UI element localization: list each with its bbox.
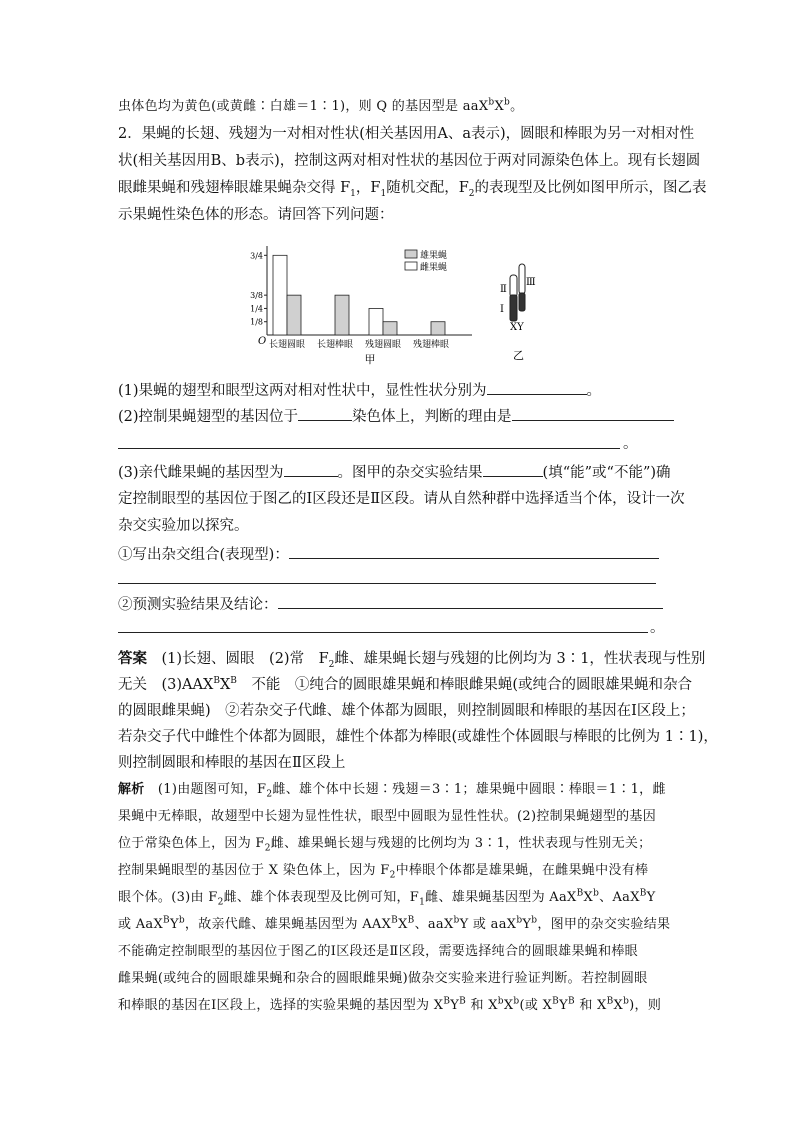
x-category-label: 长翅棒眼 xyxy=(316,340,354,350)
answer-blank-2b[interactable] xyxy=(512,406,674,421)
analysis-line-3: 位于常染色体上，因为 $F_2$雌、雄果蝇长翅与残翅的比例均为 3∶1，性状表现与性别无关； xyxy=(118,836,652,854)
answer-line-4: 若杂交子代中雌性个体都为圆眼，雄性个体都为棒眼(或雄性个体圆眼与棒眼的比例为 1∶1)， xyxy=(118,729,718,745)
answer-blank-1[interactable] xyxy=(487,380,587,395)
analysis-line-7: 不能确定控制眼型的基因位于图乙的Ⅰ区段还是Ⅱ区段，需要选择纯合的圆眼雄果蝇和棒眼 xyxy=(118,944,638,959)
answer-line-3: 的圆眼雌果蝇) ②若杂交子代雌、雄个体都为圆眼，则控制圆眼和棒眼的基因在Ⅰ区段上； xyxy=(118,703,695,719)
origin-label: O xyxy=(258,336,267,347)
question-2-line-1: 2．果蝇的长翅、残翅为一对相对性状(相关基因用A、a表示)，圆眼和棒眼为另一对相对性 xyxy=(118,126,695,142)
sub-question-2-end: 。 xyxy=(623,436,638,452)
answer-label: 答案 xyxy=(118,650,147,667)
bar-male xyxy=(335,295,349,335)
x-category-label: 残翅棒眼 xyxy=(412,340,450,350)
analysis-line-9: 和棒眼的基因在Ⅰ区段上，选择的实验果蝇的基因型为 $X^BY^B$ 和 $X^bX^b$(或 $X^BY^B$ 和 $X^BX^b$)，则 xyxy=(118,996,662,1013)
sex-chromosome-figure xyxy=(495,255,555,365)
y-chromosome-lower xyxy=(519,293,525,311)
x-chromosome-upper xyxy=(510,275,517,297)
bar-male xyxy=(431,322,445,335)
legend-label: 雄果蝇 xyxy=(420,251,448,261)
sub-question-1: (1)果蝇的翅型和眼型这两对相对性状中，显性性状分别为 。 xyxy=(118,380,601,401)
sub-question-3-part-2: ②预测实验结果及结论： xyxy=(118,594,663,615)
answer-line-3c[interactable] xyxy=(118,583,656,584)
question-2-line-2: 状(相关基因用B、b表示)，控制这两对相对性状的基因位于两对同源染色体上。现有长翅圆 xyxy=(118,153,701,169)
analysis-line-4: 控制果蝇眼型的基因位于 X 染色体上，因为 $F_2$中棒眼个体都是雄果蝇，在雌果蝇中没有棒 xyxy=(118,863,649,881)
answer-blank-3d[interactable] xyxy=(278,594,663,609)
x-category-label: 残翅圆眼 xyxy=(364,340,402,350)
bar-chart xyxy=(245,238,480,368)
legend-swatch xyxy=(405,262,417,270)
figure-caption-jia: 甲 xyxy=(364,353,376,366)
y-tick-label: 1/4 xyxy=(250,304,263,314)
bar-female xyxy=(369,308,383,335)
analysis-line-5: 眼个体。(3)由 $F_2$雌、雄个体表现型及比例可知，$F_1$雌、雄果蝇基因型为 $AaX^BX^b$、AaX$^B$Y xyxy=(118,888,656,908)
analysis-line-6: 或 $AaX^BY^b$，故亲代雌、雄果蝇基因型为 $AAX^BX^B$、aaX$^b$Y 或 $aaX^bY^b$，图甲的杂交实验结果 xyxy=(118,915,671,932)
x-chromosome-lower xyxy=(510,295,517,321)
x-category-label: 长翅圆眼 xyxy=(268,340,306,350)
answer-blank-3c[interactable] xyxy=(289,544,659,559)
sub-question-3-line-2: 定控制眼型的基因位于图乙的Ⅰ区段还是Ⅱ区段。请从自然种群中选择适当个体，设计一次 xyxy=(118,491,685,507)
sub-question-3-line-3: 杂交实验加以探究。 xyxy=(118,518,249,534)
y-tick-label: 3/4 xyxy=(250,251,263,261)
analysis-line-2: 果蝇中无棒眼，故翅型中长翅为显性性状，眼型中圆眼为显性性状。(2)控制果蝇翅型的基因 xyxy=(118,809,657,824)
answer-line-2[interactable] xyxy=(118,448,620,449)
answer-line-1: 答案 (1)长翅、圆眼 (2)常 $F_2$雌、雄果蝇长翅与残翅的比例均为 3∶1，性状表现与性别 xyxy=(118,650,706,670)
y-tick-label: 3/8 xyxy=(250,291,263,301)
label-III: Ⅲ xyxy=(526,277,536,288)
sub-question-3-part-1: ①写出杂交组合(表现型)： xyxy=(118,544,659,565)
y-chromosome-upper xyxy=(519,264,525,294)
xy-label: XY xyxy=(510,322,524,333)
label-II: Ⅱ xyxy=(500,284,507,295)
answer-blank-3b[interactable] xyxy=(483,462,543,477)
answer-line-2: 无关 $(3)AAX^BX^B$ 不能 ①纯合的圆眼雄果蝇和棒眼雌果蝇(或纯合的圆眼雄果蝇和杂合 xyxy=(118,676,693,693)
legend-label: 雌果蝇 xyxy=(420,263,448,273)
analysis-label: 解析 xyxy=(118,782,145,797)
analysis-line-8: 雌果蝇(或纯合的圆眼雄果蝇和杂合的圆眼雌果蝇)做杂交实验来进行验证判断。若控制圆眼 xyxy=(118,971,648,986)
answer-line-3d[interactable] xyxy=(118,632,648,633)
bar-male xyxy=(287,295,301,335)
question-2-line-3: 眼雌果蝇和残翅棒眼雄果蝇杂交得 $F_1$，$F_1$随机交配，$F_2$的表现型及比例如图甲所示，图乙表 xyxy=(118,180,707,199)
figure-caption-yi: 乙 xyxy=(513,349,524,362)
legend-swatch xyxy=(405,250,417,258)
answer-line-5: 则控制圆眼和棒眼的基因在Ⅱ区段上 xyxy=(118,755,346,771)
answer-blank-3a[interactable] xyxy=(284,462,338,477)
bar-male xyxy=(383,322,397,335)
analysis-line-1: 解析 (1)由题图可知，$F_2$雌、雄个体中长翅∶残翅＝3∶1；雄果蝇中圆眼∶棒眼＝1∶1，雌 xyxy=(118,782,666,800)
y-tick-label: 1/8 xyxy=(250,317,263,327)
sub-question-3-end: 。 xyxy=(650,620,665,636)
top-line: 虫体色均为黄色(或黄雌∶白雄＝1∶1)，则 Q 的基因型是 $aaX^bX^b$。 xyxy=(118,97,524,114)
answer-blank-2a[interactable] xyxy=(298,406,352,421)
bar-female xyxy=(273,255,287,335)
question-2-line-4: 示果蝇性染色体的形态。请回答下列问题： xyxy=(118,207,394,223)
sub-question-3-line-1: (3)亲代雌果蝇的基因型为 。图甲的杂交实验结果 (填“能”或“不能”)确 xyxy=(118,462,671,483)
sub-question-2: (2)控制果蝇翅型的基因位于 染色体上，判断的理由是 xyxy=(118,406,674,427)
label-I: Ⅰ xyxy=(500,304,504,315)
